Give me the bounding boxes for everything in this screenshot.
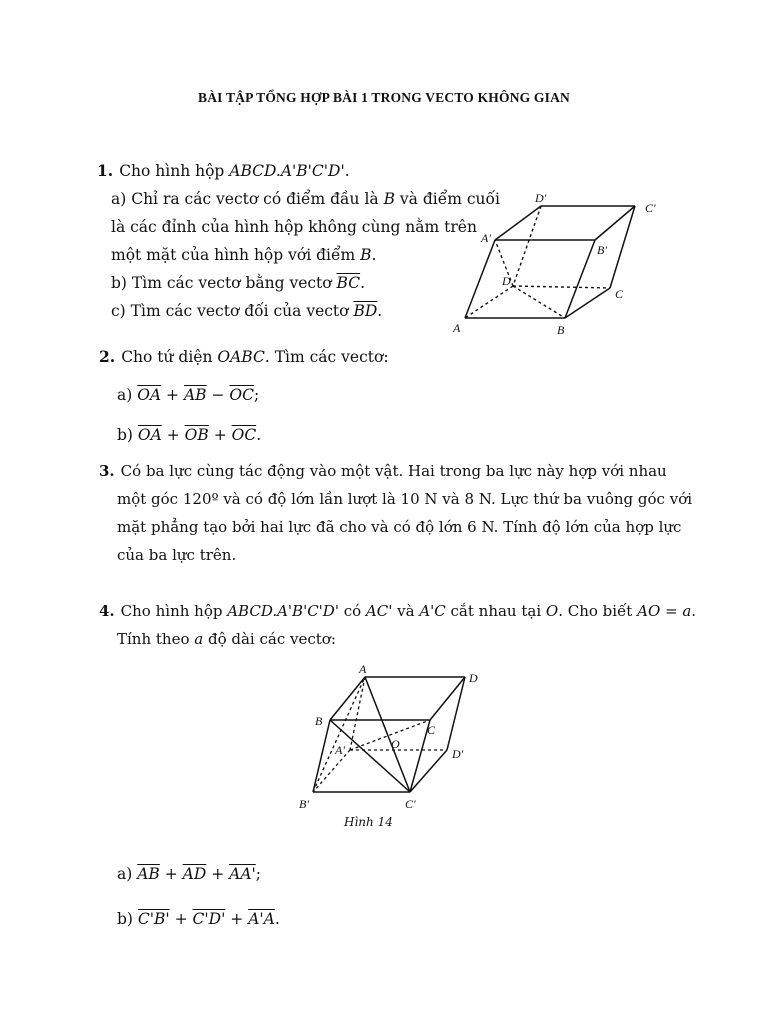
label-a-prime: A' [481, 231, 491, 245]
label-a: A [453, 321, 461, 335]
figure-caption: Hình 14 [344, 815, 393, 829]
label-c: C [615, 287, 624, 301]
problem-2-intro: 2. Cho tứ diện OABC. Tìm các vectơ: [99, 347, 389, 366]
problem-2-part-b: b) $\overline{OA} + \overline{OB} + \overline{OC}$. [117, 426, 262, 444]
label-d-prime: D' [452, 747, 464, 761]
label-c: C [427, 723, 436, 737]
problem-3-line3: mặt phẳng tạo bởi hai lực đã cho và có độ lớn 6 N. Tính độ lớn của hợp lực [117, 518, 682, 536]
problem-1-intro: 1. Cho hình hộp ABCD.A'B'C'D'. [97, 161, 350, 180]
label-o: O [391, 737, 400, 751]
label-a: A [359, 662, 367, 676]
label-d: D [469, 671, 478, 685]
problem-4-part-b: b) C'B' + C'D' + A'A. [117, 910, 280, 928]
page-title: BÀI TẬP TỔNG HỢP BÀI 1 TRONG VECTO KHÔNG GIAN [198, 90, 570, 105]
problem-3 [99, 457, 692, 569]
problem-4-intro: 4. Cho hình hộp ABCD.A'B'C'D' có AC' và A'C cắt nhau tại O. Cho biết AO = a. [99, 602, 697, 620]
label-c-prime: C' [645, 201, 656, 215]
problem-4-line2: Tính theo a độ dài các vectơ: [117, 630, 336, 648]
problem-3-line4: của ba lực trên. [117, 546, 237, 564]
parallelepiped-figure-1 [445, 190, 675, 340]
problem-1-part-a: a) Chỉ ra các vectơ có điểm đầu là B và điểm cuối [111, 190, 500, 208]
problem-1 [97, 157, 500, 325]
problem-2-part-a: a) $\overline{OA} + \overline{AB} - \overline{OC}$; [117, 386, 260, 404]
label-c-prime: C' [405, 797, 416, 811]
label-d-prime: D' [535, 191, 547, 205]
label-d: D [502, 274, 511, 288]
label-b: B [315, 714, 323, 728]
problem-1-part-b: b) Tìm các vectơ bằng vectơ $\overline{BC}$. [111, 274, 366, 292]
label-a-prime: A' [335, 743, 345, 757]
problem-4-part-a: a) $\overline{AB} + \overline{AD} + AA'$; [117, 865, 262, 883]
parallelepiped-figure-14 [295, 662, 495, 822]
problem-1-part-a-line2: là các đỉnh của hình hộp không cùng nằm trên [111, 218, 477, 236]
label-b: B [557, 323, 565, 337]
problem-1-part-c: c) Tìm các vectơ đối của vectơ $\overline{BD}$. [111, 302, 383, 320]
problem-2 [99, 343, 389, 371]
problem-4 [99, 597, 696, 653]
problem-1-part-a-line3: một mặt của hình hộp với điểm B. [111, 246, 377, 264]
problem-3-line1: 3. Có ba lực cùng tác động vào một vật. Hai trong ba lực này hợp với nhau [99, 462, 667, 480]
label-b-prime: B' [299, 797, 309, 811]
problem-3-line2: một góc 120º và có độ lớn lần lượt là 10 N và 8 N. Lực thứ ba vuông góc với [117, 490, 693, 508]
label-b-prime: B' [597, 243, 607, 257]
